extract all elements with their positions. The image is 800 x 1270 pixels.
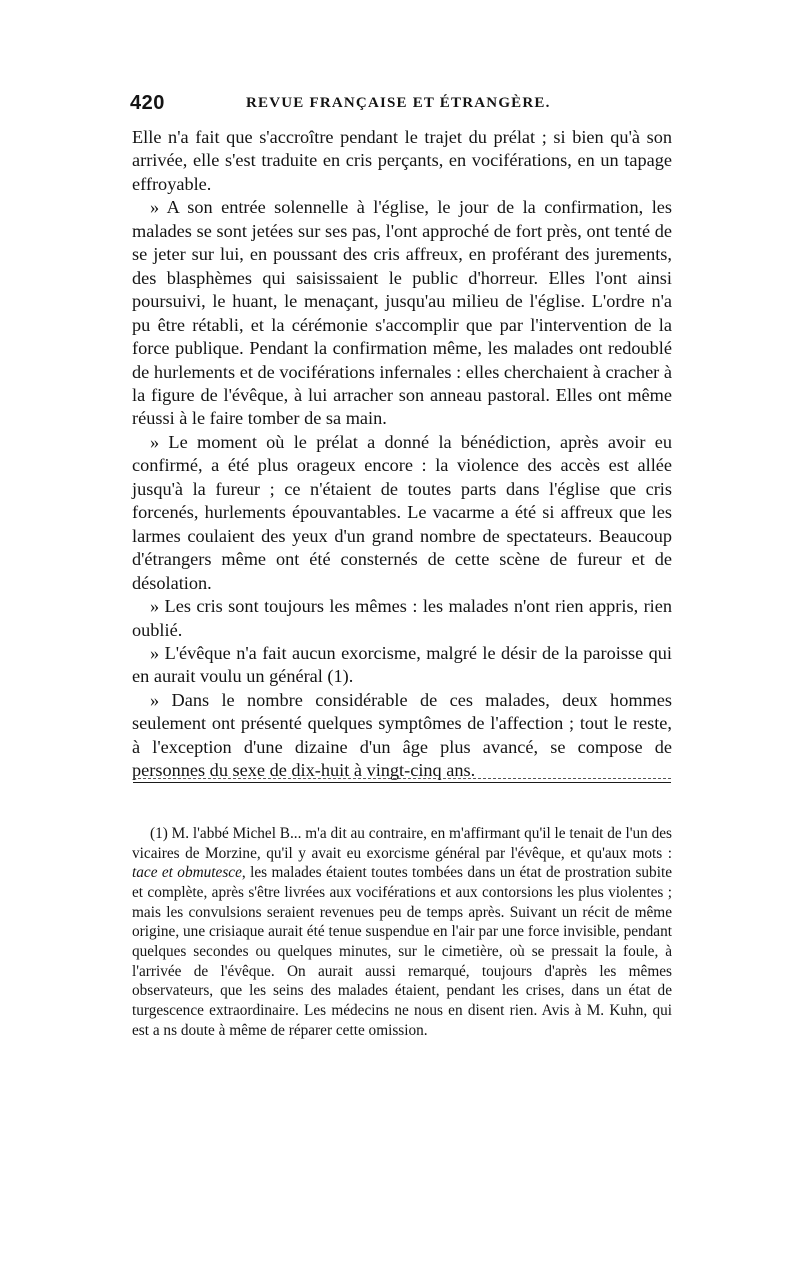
footnote-text-end: , les malades étaient toutes tombées dans un état de prostration subite et complète, après s'être livrées aux vociférations et aux contorsions les plus violentes ; mais les convulsions seraient revenues peu de temps après. Suivant un récit de même origine, une crisiaque aurait été tenue suspendue en l'air par une force invisible, pendant quelques secondes ou quelques minutes, sur le cimetière, où se pressait la foule, à l'arrivée de l'évêque. On aurait aussi remarqué, toujours d'après les mêmes observateurs, que les seins des malades étaient, pendant les crises, dans un état de turgescence extraordinaire. Les médecins ne nous en disent rien. Avis à M. Kuhn, qui est a ns doute à même de réparer cette omission.: [132, 864, 672, 1039]
journal-title: REVUE FRANÇAISE ET ÉTRANGÈRE.: [246, 95, 551, 111]
footnote-latin-quote: tace et obmutesce: [132, 864, 242, 882]
footnote-text-start: (1) M. l'abbé Michel B... m'a dit au contraire, en m'affirmant qu'il le tenait de l'un des vicaires de Morzine, qu'il y avait eu exorcisme général par l'évêque, et qu'aux mots :: [132, 825, 672, 862]
footnote: [132, 824, 672, 1040]
paragraph: » Dans le nombre considérable de ces malades, deux hommes seulement ont présenté quelques symptômes de l'affection ; tout le reste, à l'exception d'une dizaine d'un âge plus avancé, se compose de personnes du sexe de dix-huit à vingt-cinq ans.: [132, 689, 672, 781]
main-text: [132, 126, 672, 783]
paragraph: Elle n'a fait que s'accroître pendant le trajet du prélat ; si bien qu'à son arrivée, elle s'est traduite en cris perçants, en vociférations, en un tapage effroyable.: [132, 127, 672, 194]
paragraph: » Le moment où le prélat a donné la bénédiction, après avoir eu confirmé, a été plus orageux encore : la violence des accès est allée jusqu'à la fureur ; ce n'étaient de toutes parts dans l'église que cris forcenés, hurlements épouvantables. Le vacarme a été si affreux que les larmes coulaient des yeux d'un grand nombre de spectateurs. Beaucoup d'étrangers même ont été consternés de cette scène de fureur et de désolation.: [132, 431, 672, 593]
running-head: [130, 92, 674, 116]
separator-solid-line: [133, 782, 671, 783]
paragraph: » A son entrée solennelle à l'église, le jour de la confirmation, les malades se sont jetées sur ses pas, l'ont approché de fort près, ont tenté de se jeter sur lui, en poussant des cris affreux, en proférant des jurements, des blasphèmes qui saisissaient le public d'horreur. Elles l'ont ainsi poursuivi, le huant, le menaçant, jusqu'au milieu de l'église. L'ordre n'a pu être rétabli, et la cérémonie s'accomplir que par l'intervention de la force publique. Pendant la confirmation même, les malades ont redoublé de hurlements et de vociférations infernales : elles cherchaient à cracher à la figure de l'évêque, à lui arracher son anneau pastoral. Elles ont même réussi à le faire tomber de sa main.: [132, 197, 672, 429]
footnote-separator: [133, 778, 671, 784]
paragraph: » L'évêque n'a fait aucun exorcisme, malgré le désir de la paroisse qui en aurait voulu un général (1).: [132, 642, 672, 687]
separator-dashed-line: [133, 778, 671, 779]
page-number: 420: [130, 92, 165, 114]
paragraph: » Les cris sont toujours les mêmes : les malades n'ont rien appris, rien oublié.: [132, 596, 672, 640]
